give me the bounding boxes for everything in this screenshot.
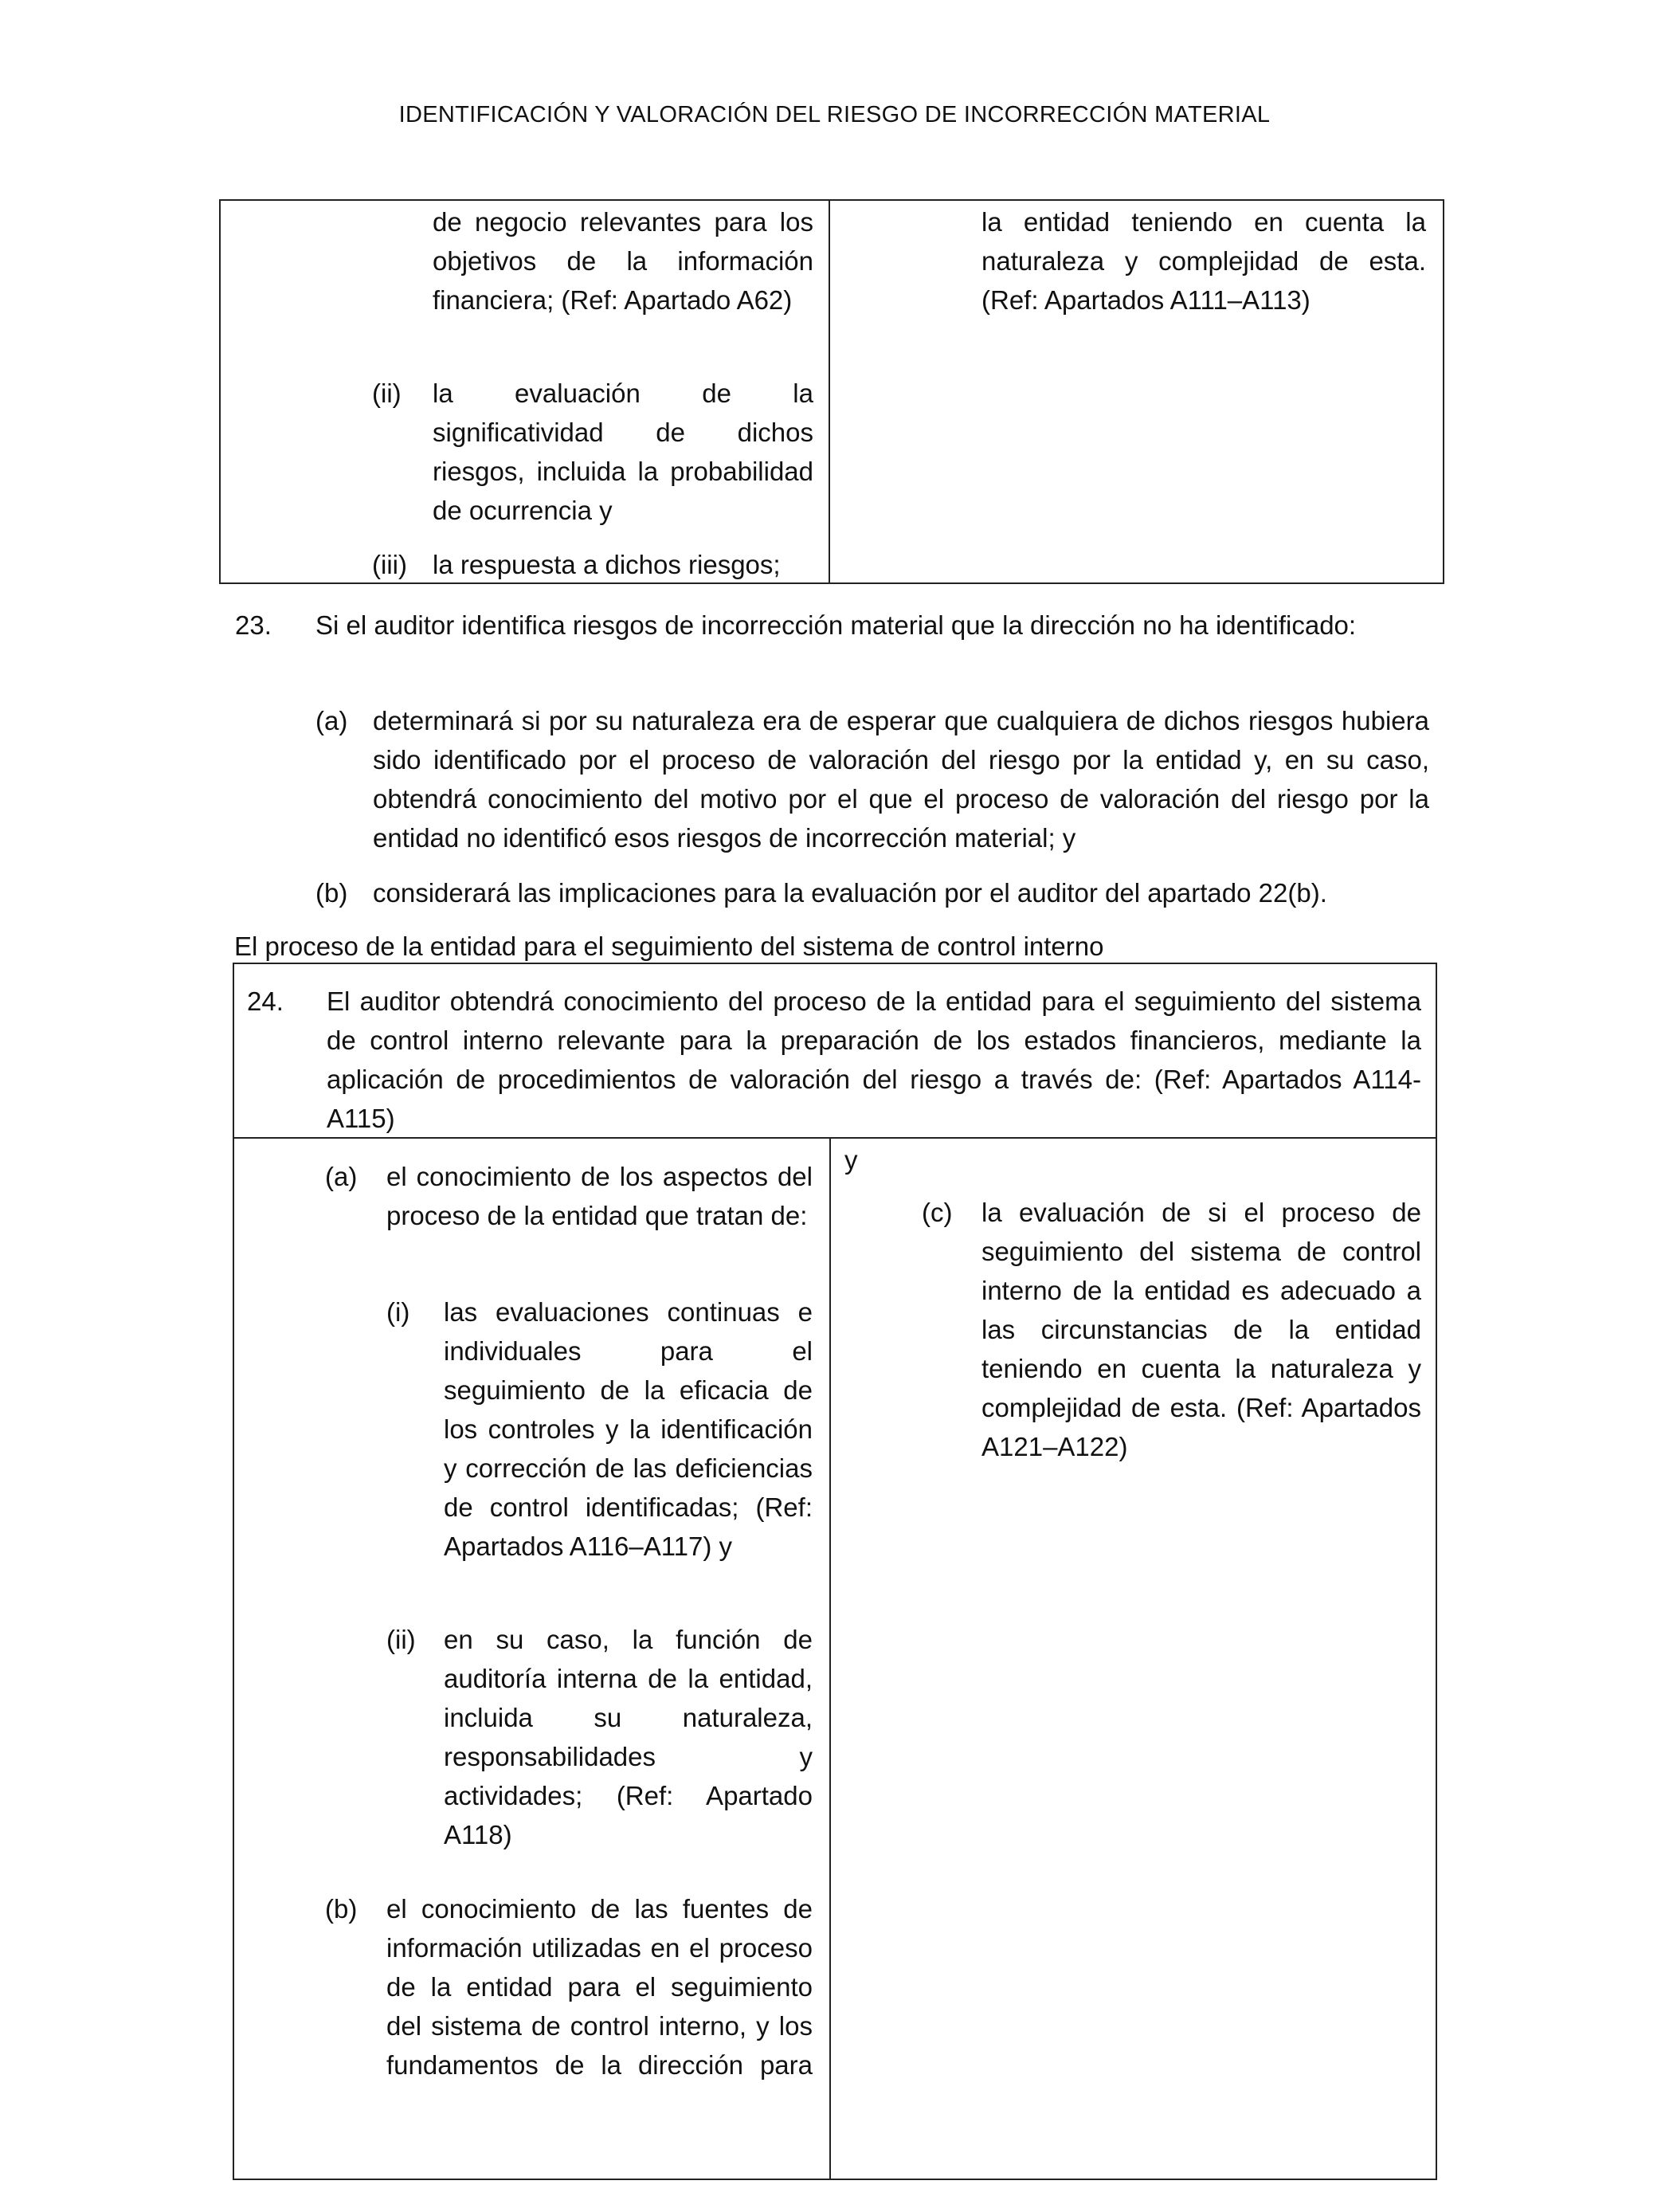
t1-item-ii-text: la evaluación de la significatividad de dichos riesgos, incluida la probabilidad de ocurrencia y bbox=[433, 378, 813, 525]
page-header: IDENTIFICACIÓN Y VALORACIÓN DEL RIESGO DE INCORRECCIÓN MATERIAL bbox=[398, 102, 1271, 127]
t2-b-text: el conocimiento de las fuentes de información utilizadas en el proceso de la entidad para el seguimiento del sistema de control interno, y los fundamentos de la dirección para bbox=[386, 1894, 813, 2080]
para-23-number: 23. bbox=[235, 610, 272, 640]
t1-item-ii-label: (ii) bbox=[372, 378, 402, 408]
monitoring-table-column-divider bbox=[829, 1137, 831, 2180]
t1-item-iii-label: (iii) bbox=[372, 550, 407, 579]
t2-a-label: (a) bbox=[325, 1162, 358, 1191]
t2-ii-label: (ii) bbox=[386, 1625, 416, 1654]
para-23-a-text: determinará si por su naturaleza era de esperar que cualquiera de dichos riesgos hubiera sido identificado por el proceso de valoración del riesgo por la entidad y, en su caso, obtendrá conocimiento del motivo por el que el proceso de valoración del riesgo por la entidad no identificó esos riesgos de incorrección material; y bbox=[373, 706, 1429, 853]
t1-left-continuation: de negocio relevantes para los objetivos de la información financiera; (Ref: Apartado A62) bbox=[433, 207, 813, 315]
para-23-a-label: (a) bbox=[315, 706, 348, 735]
para-23-b-label: (b) bbox=[315, 878, 348, 908]
t1-item-iii-text: la respuesta a dichos riesgos; bbox=[433, 550, 781, 579]
para-24-intro: El auditor obtendrá conocimiento del proceso de la entidad para el seguimiento del sistema de control interno relevante para la preparación de los estados financieros, mediante la aplicación de procedimientos de valoración del riesgo a través de: (Ref: Apartados A114-A115) bbox=[327, 986, 1421, 1133]
section-heading: El proceso de la entidad para el seguimiento del sistema de control interno bbox=[234, 931, 1104, 961]
continuation-table-divider bbox=[829, 199, 830, 584]
t1-right-continuation: la entidad teniendo en cuenta la naturaleza y complejidad de esta. (Ref: Apartados A111–A113) bbox=[981, 207, 1426, 315]
t2-c-text: la evaluación de si el proceso de seguimiento del sistema de control interno de la entidad es adecuado a las circunstancias de la entidad teniendo en cuenta la naturaleza y complejidad de esta. (Ref: Apartados A121–A122) bbox=[981, 1198, 1421, 1461]
t2-ii-text: en su caso, la función de auditoría interna de la entidad, incluida su naturaleza, responsabilidades y actividades; (Ref: Apartado A118) bbox=[444, 1625, 813, 1849]
para-23-b-text: considerará las implicaciones para la evaluación por el auditor del apartado 22(b). bbox=[373, 878, 1327, 908]
t2-i-text: las evaluaciones continuas e individuales para el seguimiento de la eficacia de los controles y la identificación y corrección de las deficiencias de control identificadas; (Ref: Apartados A116–A117) y bbox=[444, 1297, 813, 1561]
para-24-number: 24. bbox=[247, 986, 284, 1016]
t2-c-label: (c) bbox=[922, 1198, 953, 1227]
t2-b-label: (b) bbox=[325, 1894, 358, 1924]
para-23-intro: Si el auditor identifica riesgos de incorrección material que la dirección no ha identificado: bbox=[315, 610, 1357, 640]
t2-right-y: y bbox=[844, 1145, 858, 1175]
t2-a-text: el conocimiento de los aspectos del proceso de la entidad que tratan de: bbox=[386, 1162, 813, 1230]
t2-i-label: (i) bbox=[386, 1297, 410, 1327]
